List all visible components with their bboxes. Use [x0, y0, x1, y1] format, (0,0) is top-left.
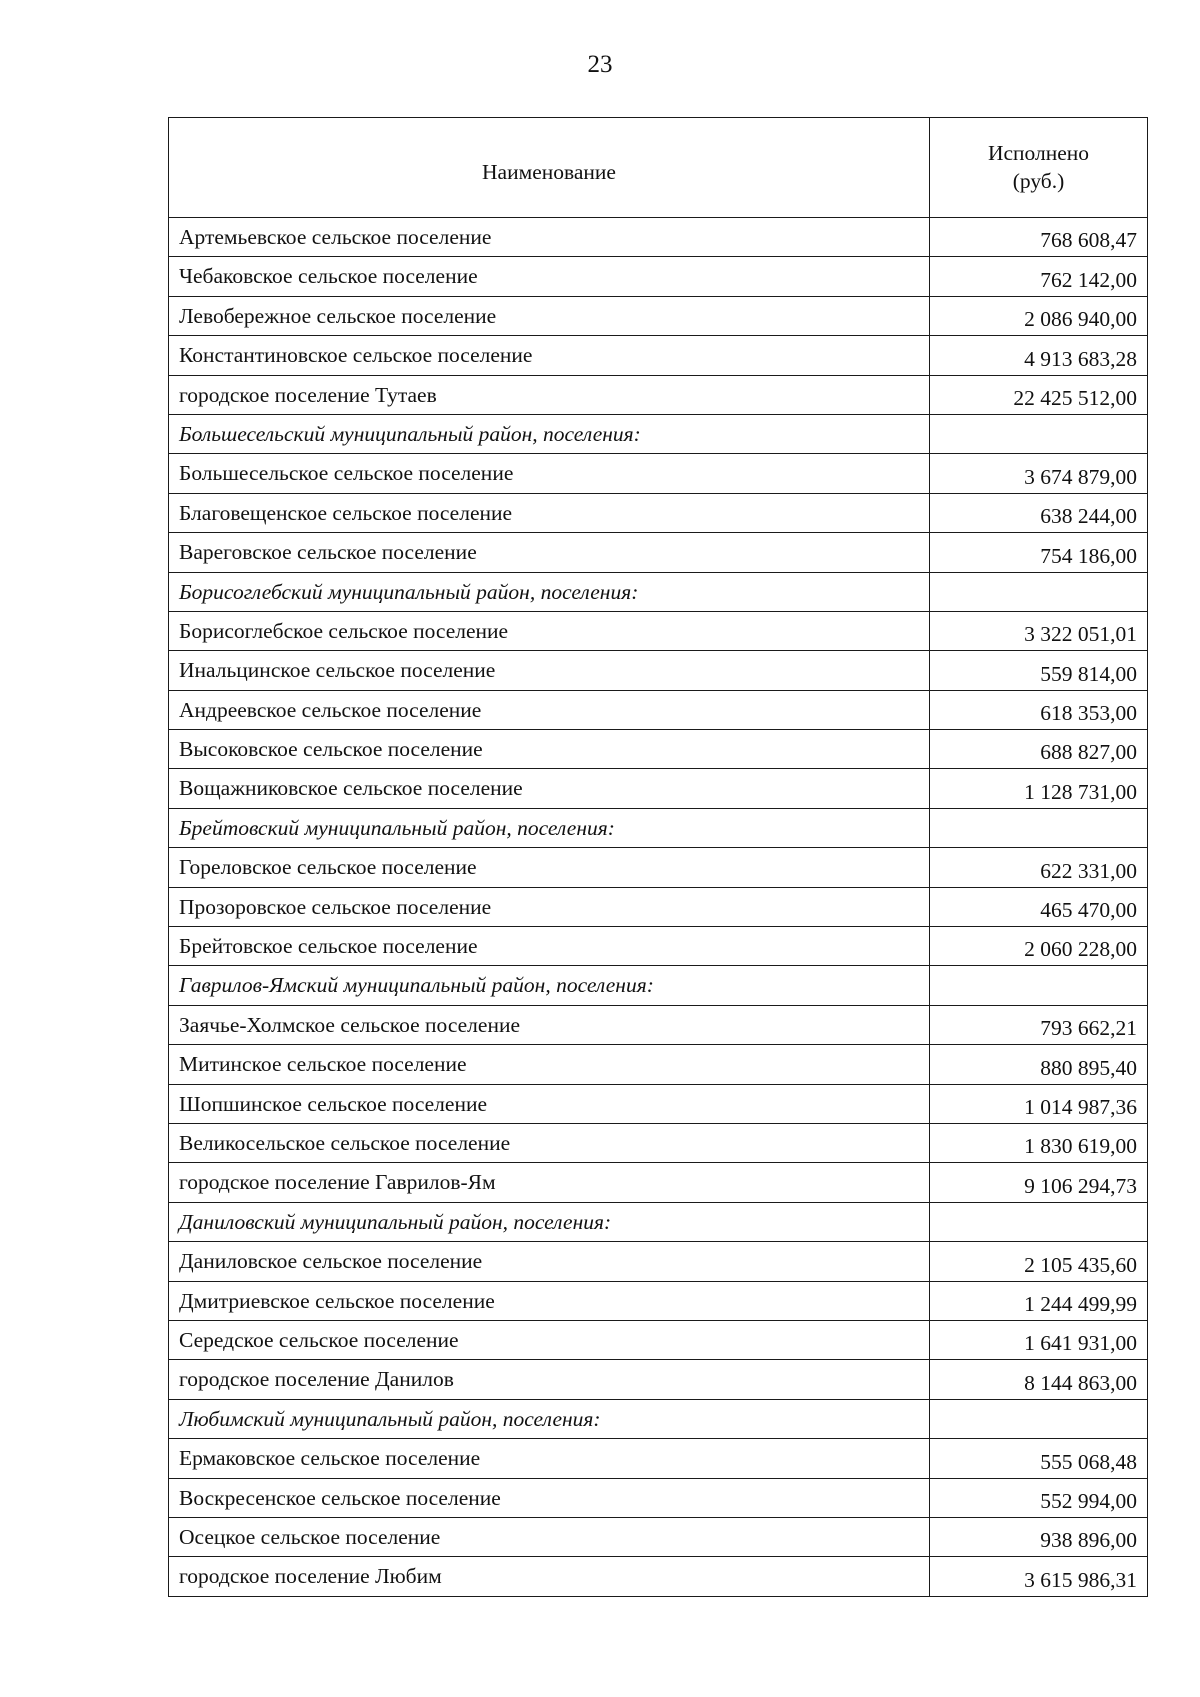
table-row	[169, 1163, 1148, 1202]
settlement-name: городское поселение Данилов	[169, 1360, 930, 1399]
table-row	[169, 769, 1148, 808]
executed-amount: 762 142,00	[930, 257, 1148, 296]
table-row	[169, 1557, 1148, 1596]
district-group-name: Брейтовский муниципальный район, поселения:	[169, 808, 930, 847]
executed-amount: 3 322 051,01	[930, 611, 1148, 650]
executed-amount: 3 674 879,00	[930, 454, 1148, 493]
settlement-name: Осецкое сельское поселение	[169, 1517, 930, 1556]
table-header-row	[169, 118, 1148, 218]
executed-amount: 9 106 294,73	[930, 1163, 1148, 1202]
header-executed	[930, 118, 1148, 218]
district-group-name: Даниловский муниципальный район, поселения:	[169, 1202, 930, 1241]
header-name: Наименование	[169, 118, 930, 218]
table-row	[169, 1123, 1148, 1162]
settlement-name: Середское сельское поселение	[169, 1320, 930, 1359]
district-group-name: Большесельский муниципальный район, поселения:	[169, 414, 930, 453]
executed-amount: 3 615 986,31	[930, 1557, 1148, 1596]
settlement-name: Ермаковское сельское поселение	[169, 1439, 930, 1478]
settlement-name: Гореловское сельское поселение	[169, 848, 930, 887]
executed-amount: 638 244,00	[930, 493, 1148, 532]
district-group-row	[169, 966, 1148, 1005]
settlement-name: Дмитриевское сельское поселение	[169, 1281, 930, 1320]
settlement-name: Великосельское сельское поселение	[169, 1123, 930, 1162]
settlement-name: Чебаковское сельское поселение	[169, 257, 930, 296]
table-body	[169, 218, 1148, 1597]
executed-amount: 938 896,00	[930, 1517, 1148, 1556]
executed-amount: 688 827,00	[930, 730, 1148, 769]
table-row	[169, 1320, 1148, 1359]
settlement-name: Артемьевское сельское поселение	[169, 218, 930, 257]
executed-amount: 793 662,21	[930, 1005, 1148, 1044]
executed-amount: 8 144 863,00	[930, 1360, 1148, 1399]
header-executed-line1: Исполнено	[987, 140, 1090, 165]
executed-amount: 2 105 435,60	[930, 1242, 1148, 1281]
table-row	[169, 218, 1148, 257]
executed-amount	[930, 808, 1148, 847]
table-row	[169, 690, 1148, 729]
table-row	[169, 1005, 1148, 1044]
settlement-name: Заячье-Холмское сельское поселение	[169, 1005, 930, 1044]
executed-amount: 1 244 499,99	[930, 1281, 1148, 1320]
executed-amount: 1 014 987,36	[930, 1084, 1148, 1123]
district-group-row	[169, 1399, 1148, 1438]
executed-amount: 555 068,48	[930, 1439, 1148, 1478]
table-row	[169, 1242, 1148, 1281]
executed-amount: 4 913 683,28	[930, 336, 1148, 375]
district-group-row	[169, 572, 1148, 611]
executed-amount: 22 425 512,00	[930, 375, 1148, 414]
settlement-name: Благовещенское сельское поселение	[169, 493, 930, 532]
executed-amount	[930, 572, 1148, 611]
executed-amount: 559 814,00	[930, 651, 1148, 690]
settlement-name: Митинское сельское поселение	[169, 1045, 930, 1084]
table-row	[169, 1045, 1148, 1084]
table-row	[169, 1281, 1148, 1320]
executed-amount: 754 186,00	[930, 533, 1148, 572]
executed-amount: 1 128 731,00	[930, 769, 1148, 808]
executed-amount: 552 994,00	[930, 1478, 1148, 1517]
settlement-name: Прозоровское сельское поселение	[169, 887, 930, 926]
settlement-name: Воскресенское сельское поселение	[169, 1478, 930, 1517]
settlement-name: Константиновское сельское поселение	[169, 336, 930, 375]
executed-amount	[930, 966, 1148, 1005]
table-row	[169, 1517, 1148, 1556]
table-row	[169, 493, 1148, 532]
settlement-name: Даниловское сельское поселение	[169, 1242, 930, 1281]
settlement-name: Борисоглебское сельское поселение	[169, 611, 930, 650]
table-row	[169, 375, 1148, 414]
district-group-row	[169, 1202, 1148, 1241]
settlement-name: Вареговское сельское поселение	[169, 533, 930, 572]
executed-amount: 1 641 931,00	[930, 1320, 1148, 1359]
budget-execution-table	[168, 117, 1148, 1597]
executed-amount: 1 830 619,00	[930, 1123, 1148, 1162]
district-group-name: Любимский муниципальный район, поселения:	[169, 1399, 930, 1438]
table-row	[169, 1084, 1148, 1123]
executed-amount: 622 331,00	[930, 848, 1148, 887]
district-group-row	[169, 808, 1148, 847]
settlement-name: Шопшинское сельское поселение	[169, 1084, 930, 1123]
settlement-name: городское поселение Любим	[169, 1557, 930, 1596]
settlement-name: городское поселение Гаврилов-Ям	[169, 1163, 930, 1202]
table-row	[169, 257, 1148, 296]
district-group-name: Гаврилов-Ямский муниципальный район, поселения:	[169, 966, 930, 1005]
table-row	[169, 454, 1148, 493]
settlement-name: Большесельское сельское поселение	[169, 454, 930, 493]
table-row	[169, 533, 1148, 572]
executed-amount	[930, 414, 1148, 453]
table-row	[169, 1360, 1148, 1399]
executed-amount: 880 895,40	[930, 1045, 1148, 1084]
page-number: 23	[587, 51, 613, 78]
table-row	[169, 651, 1148, 690]
executed-amount: 768 608,47	[930, 218, 1148, 257]
settlement-name: Брейтовское сельское поселение	[169, 927, 930, 966]
executed-amount	[930, 1399, 1148, 1438]
settlement-name: Левобережное сельское поселение	[169, 296, 930, 335]
executed-amount: 2 086 940,00	[930, 296, 1148, 335]
table-row	[169, 887, 1148, 926]
table-row	[169, 730, 1148, 769]
table-row	[169, 336, 1148, 375]
table-row	[169, 927, 1148, 966]
settlement-name: Высоковское сельское поселение	[169, 730, 930, 769]
settlement-name: Инальцинское сельское поселение	[169, 651, 930, 690]
executed-amount: 618 353,00	[930, 690, 1148, 729]
header-executed-line2: (руб.)	[1012, 168, 1065, 193]
settlement-name: городское поселение Тутаев	[169, 375, 930, 414]
table-row	[169, 848, 1148, 887]
district-group-name: Борисоглебский муниципальный район, поселения:	[169, 572, 930, 611]
settlement-name: Андреевское сельское поселение	[169, 690, 930, 729]
table-row	[169, 296, 1148, 335]
table-row	[169, 1478, 1148, 1517]
table-row	[169, 611, 1148, 650]
district-group-row	[169, 414, 1148, 453]
executed-amount: 465 470,00	[930, 887, 1148, 926]
table-row	[169, 1439, 1148, 1478]
executed-amount	[930, 1202, 1148, 1241]
executed-amount: 2 060 228,00	[930, 927, 1148, 966]
settlement-name: Вощажниковское сельское поселение	[169, 769, 930, 808]
